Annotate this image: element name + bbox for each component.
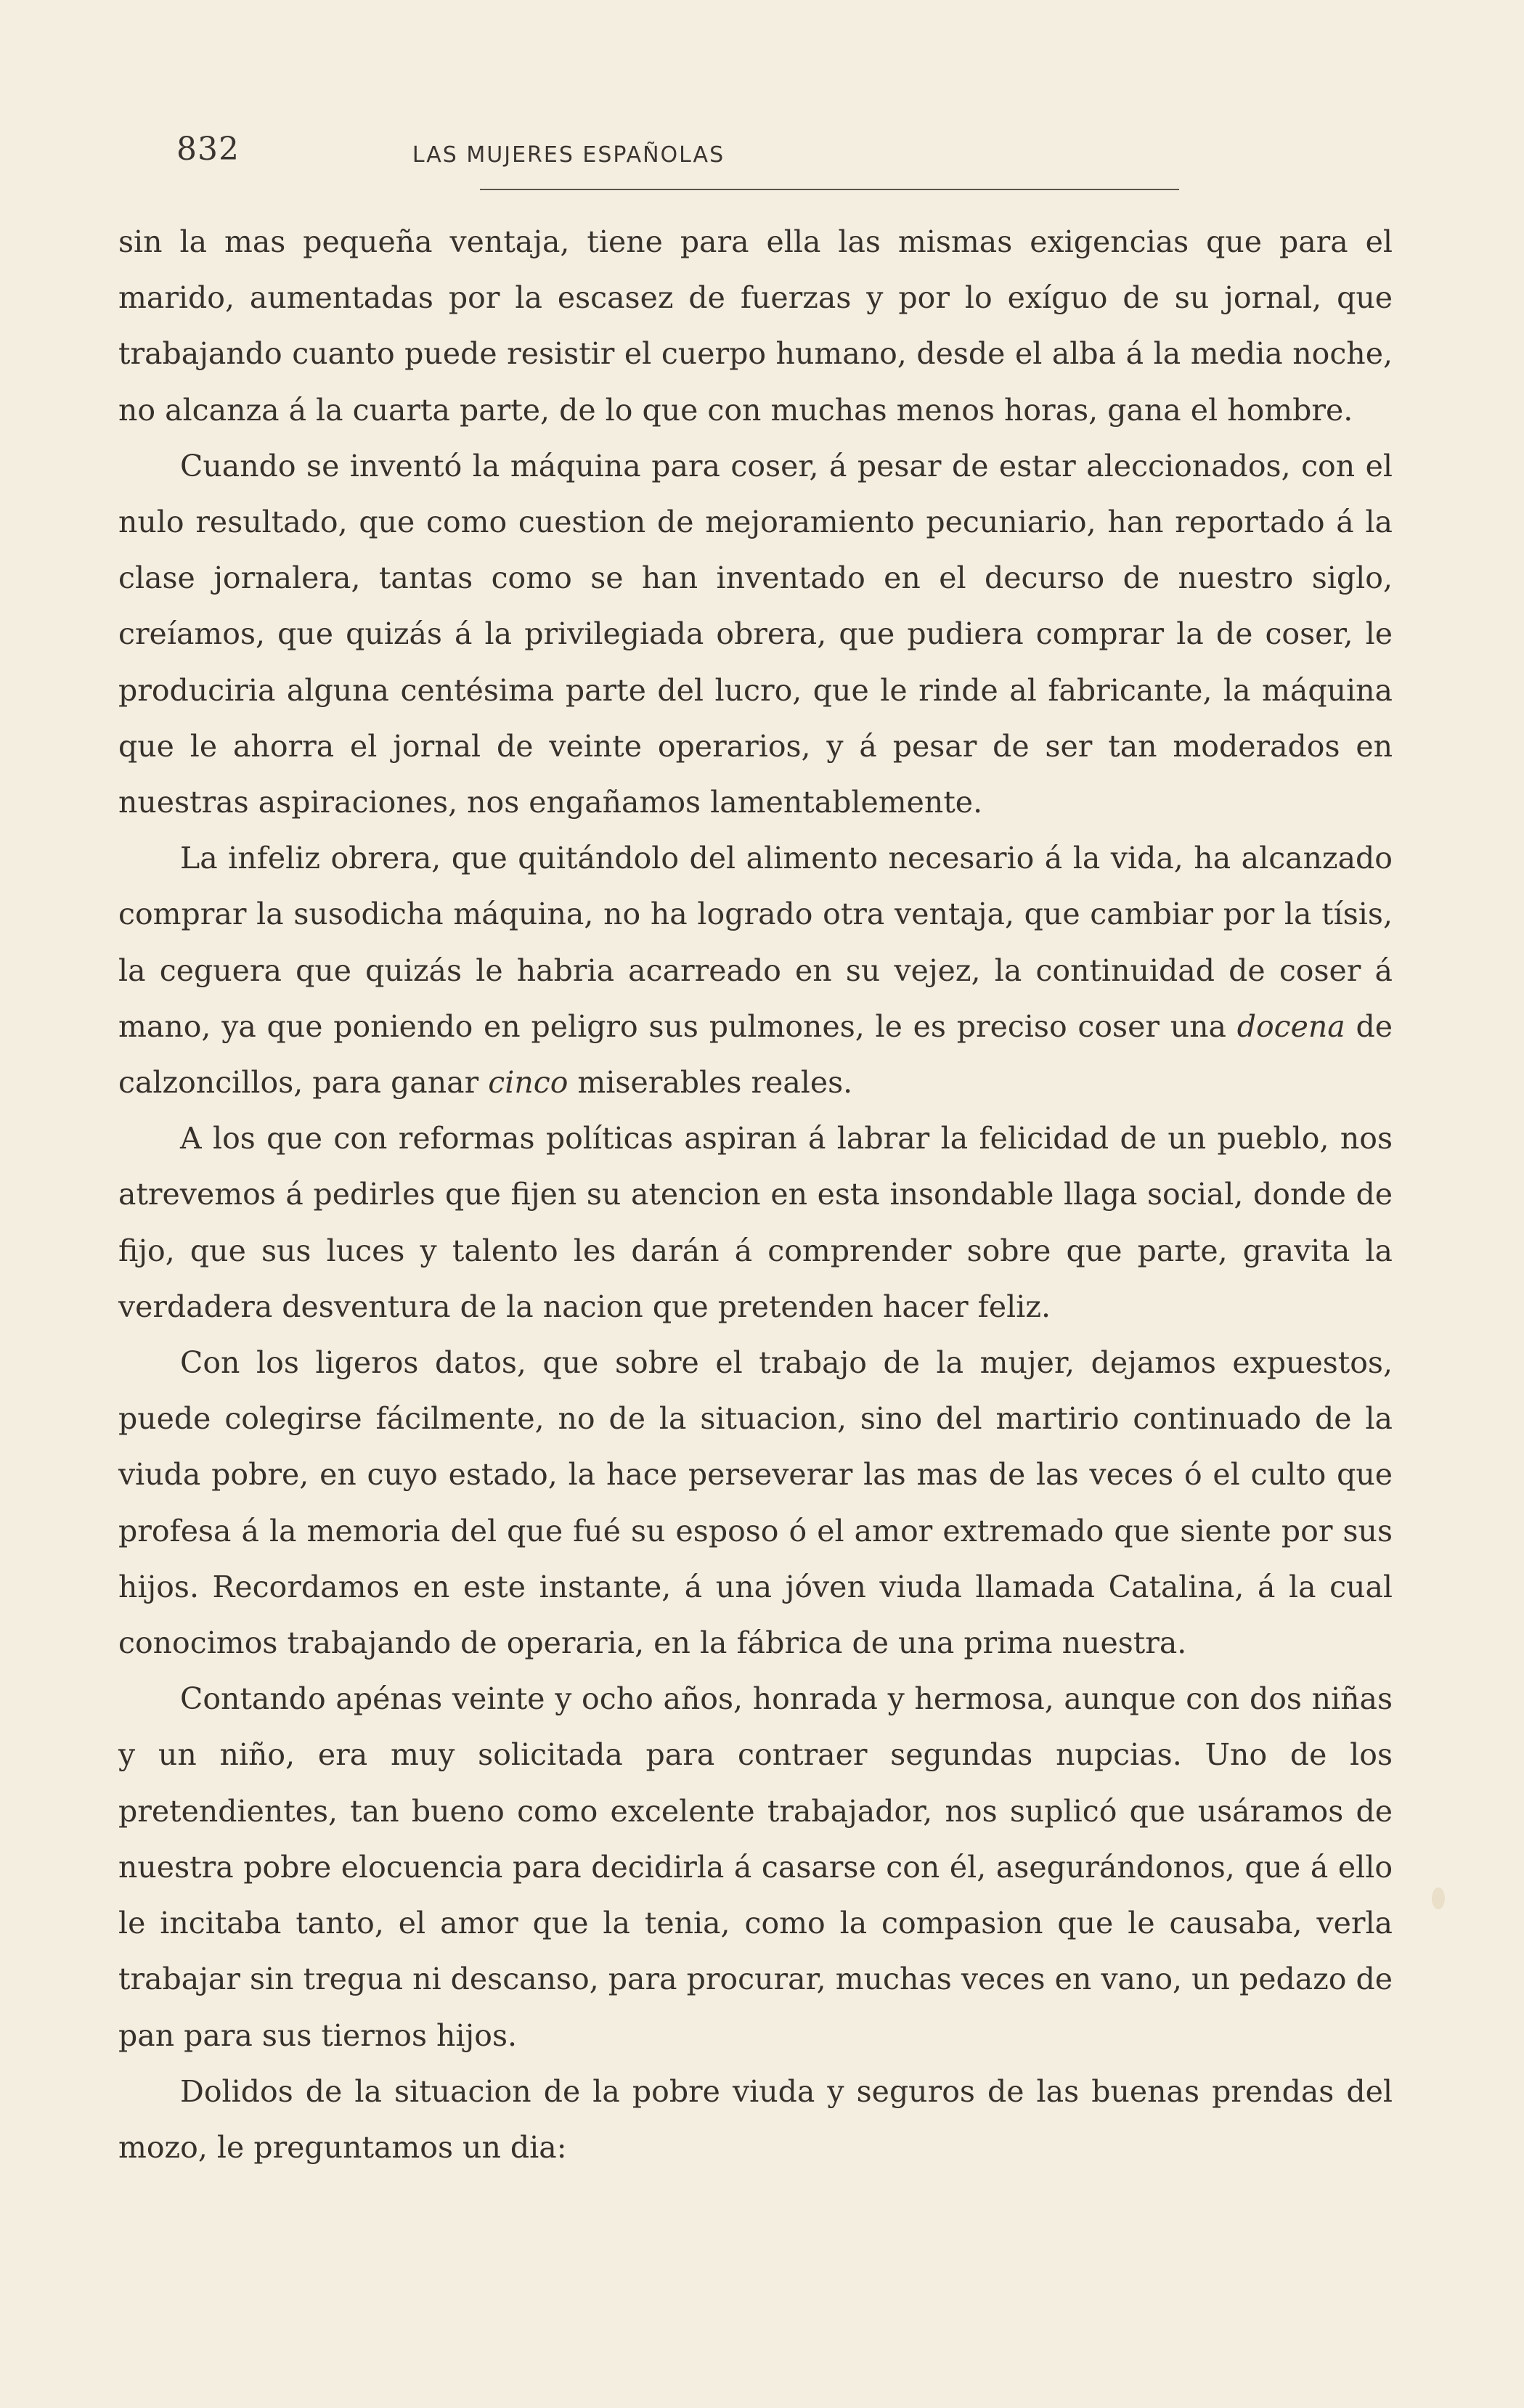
paper-stain — [1432, 1887, 1445, 1909]
paragraph-6: Contando apénas veinte y ocho años, honrada y hermosa, aunque con dos niñas y un niño, era muy solicitada para contraer segundas nupcias. Uno de los pretendientes, tan bueno como excelente trabajador, nos suplicó que usáramos de nuestra pobre elocuencia para decidirla á casarse con él, asegurándonos, que á ello le incitaba tanto, el amor que la tenia, como la compasion que le causaba, verla trabajar sin tregua ni descanso, para procurar, muchas veces en vano, un pedazo de pan para sus tiernos hijos. — [118, 1681, 1393, 2053]
paragraph-1: sin la mas pequeña ventaja, tiene para ella las mismas exigencias que para el marido, aumentadas por la escasez de fuerzas y por lo exíguo de su jornal, que trabajando cuanto puede resistir el cuerpo humano, desde el alba á la media noche, no alcanza á la cuarta parte, de lo que con muchas menos horas, gana el hombre. — [118, 224, 1393, 428]
header-rule — [480, 189, 1179, 190]
paragraph-3-part-3: miserables reales. — [568, 1065, 853, 1101]
italic-docena: docena — [1236, 1008, 1345, 1044]
paragraph-2: Cuando se inventó la máquina para coser, á pesar de estar aleccionados, con el nulo resultado, que como cuestion de mejoramiento pecuniario, han reportado á la clase jornalera, tantas como se han inventado en el decurso de nuestro siglo, creíamos, que quizás á la privilegiada obrera, que pudiera comprar la de coser, le produciria alguna centésima parte del lucro, que le rinde al fabricante, la máquina que le ahorra el jornal de veinte operarios, y á pesar de ser tan moderados en nuestras aspiraciones, nos engañamos lamentablemente. — [118, 448, 1393, 820]
paragraph-3-part-2: de calzoncillos, para ganar — [118, 1008, 1393, 1101]
page-number: 832 — [176, 131, 240, 168]
running-title: LAS MUJERES ESPAÑOLAS — [412, 142, 725, 168]
italic-cinco: cinco — [488, 1065, 569, 1101]
paragraph-4: A los que con reformas políticas aspiran á labrar la felicidad de un pueblo, nos atrevemos á pedirles que fijen su atencion en esta insondable llaga social, donde de fijo, que sus luces y talento les darán á comprender sobre que parte, gravita la verdadera desventura de la nacion que pretenden hacer feliz. — [118, 1121, 1393, 1324]
page-header — [176, 131, 1004, 189]
paragraph-5: Con los ligeros datos, que sobre el trabajo de la mujer, dejamos expuestos, puede colegirse fácilmente, no de la situacion, sino del martirio continuado de la viuda pobre, en cuyo estado, la hace perseverar las mas de las veces ó el culto que profesa á la memoria del que fué su esposo ó el amor extremado que siente por sus hijos. Recordamos en este instante, á una jóven viuda llamada Catalina, á la cual conocimos trabajando de operaria, en la fábrica de una prima nuestra. — [118, 1345, 1393, 1661]
paragraph-3 — [118, 830, 1393, 1111]
paragraph-7: Dolidos de la situacion de la pobre viuda y seguros de las buenas prendas del mozo, le preguntamos un dia: — [118, 2073, 1393, 2165]
body-text — [118, 214, 1393, 2176]
paragraph-3-part-1: La infeliz obrera, que quitándolo del alimento necesario á la vida, ha alcanzado comprar la susodicha máquina, no ha logrado otra ventaja, que cambiar por la tísis, la ceguera que quizás le habria acarreado en su vejez, la continuidad de coser á mano, ya que poniendo en peligro sus pulmones, le es preciso coser una — [118, 841, 1393, 1044]
